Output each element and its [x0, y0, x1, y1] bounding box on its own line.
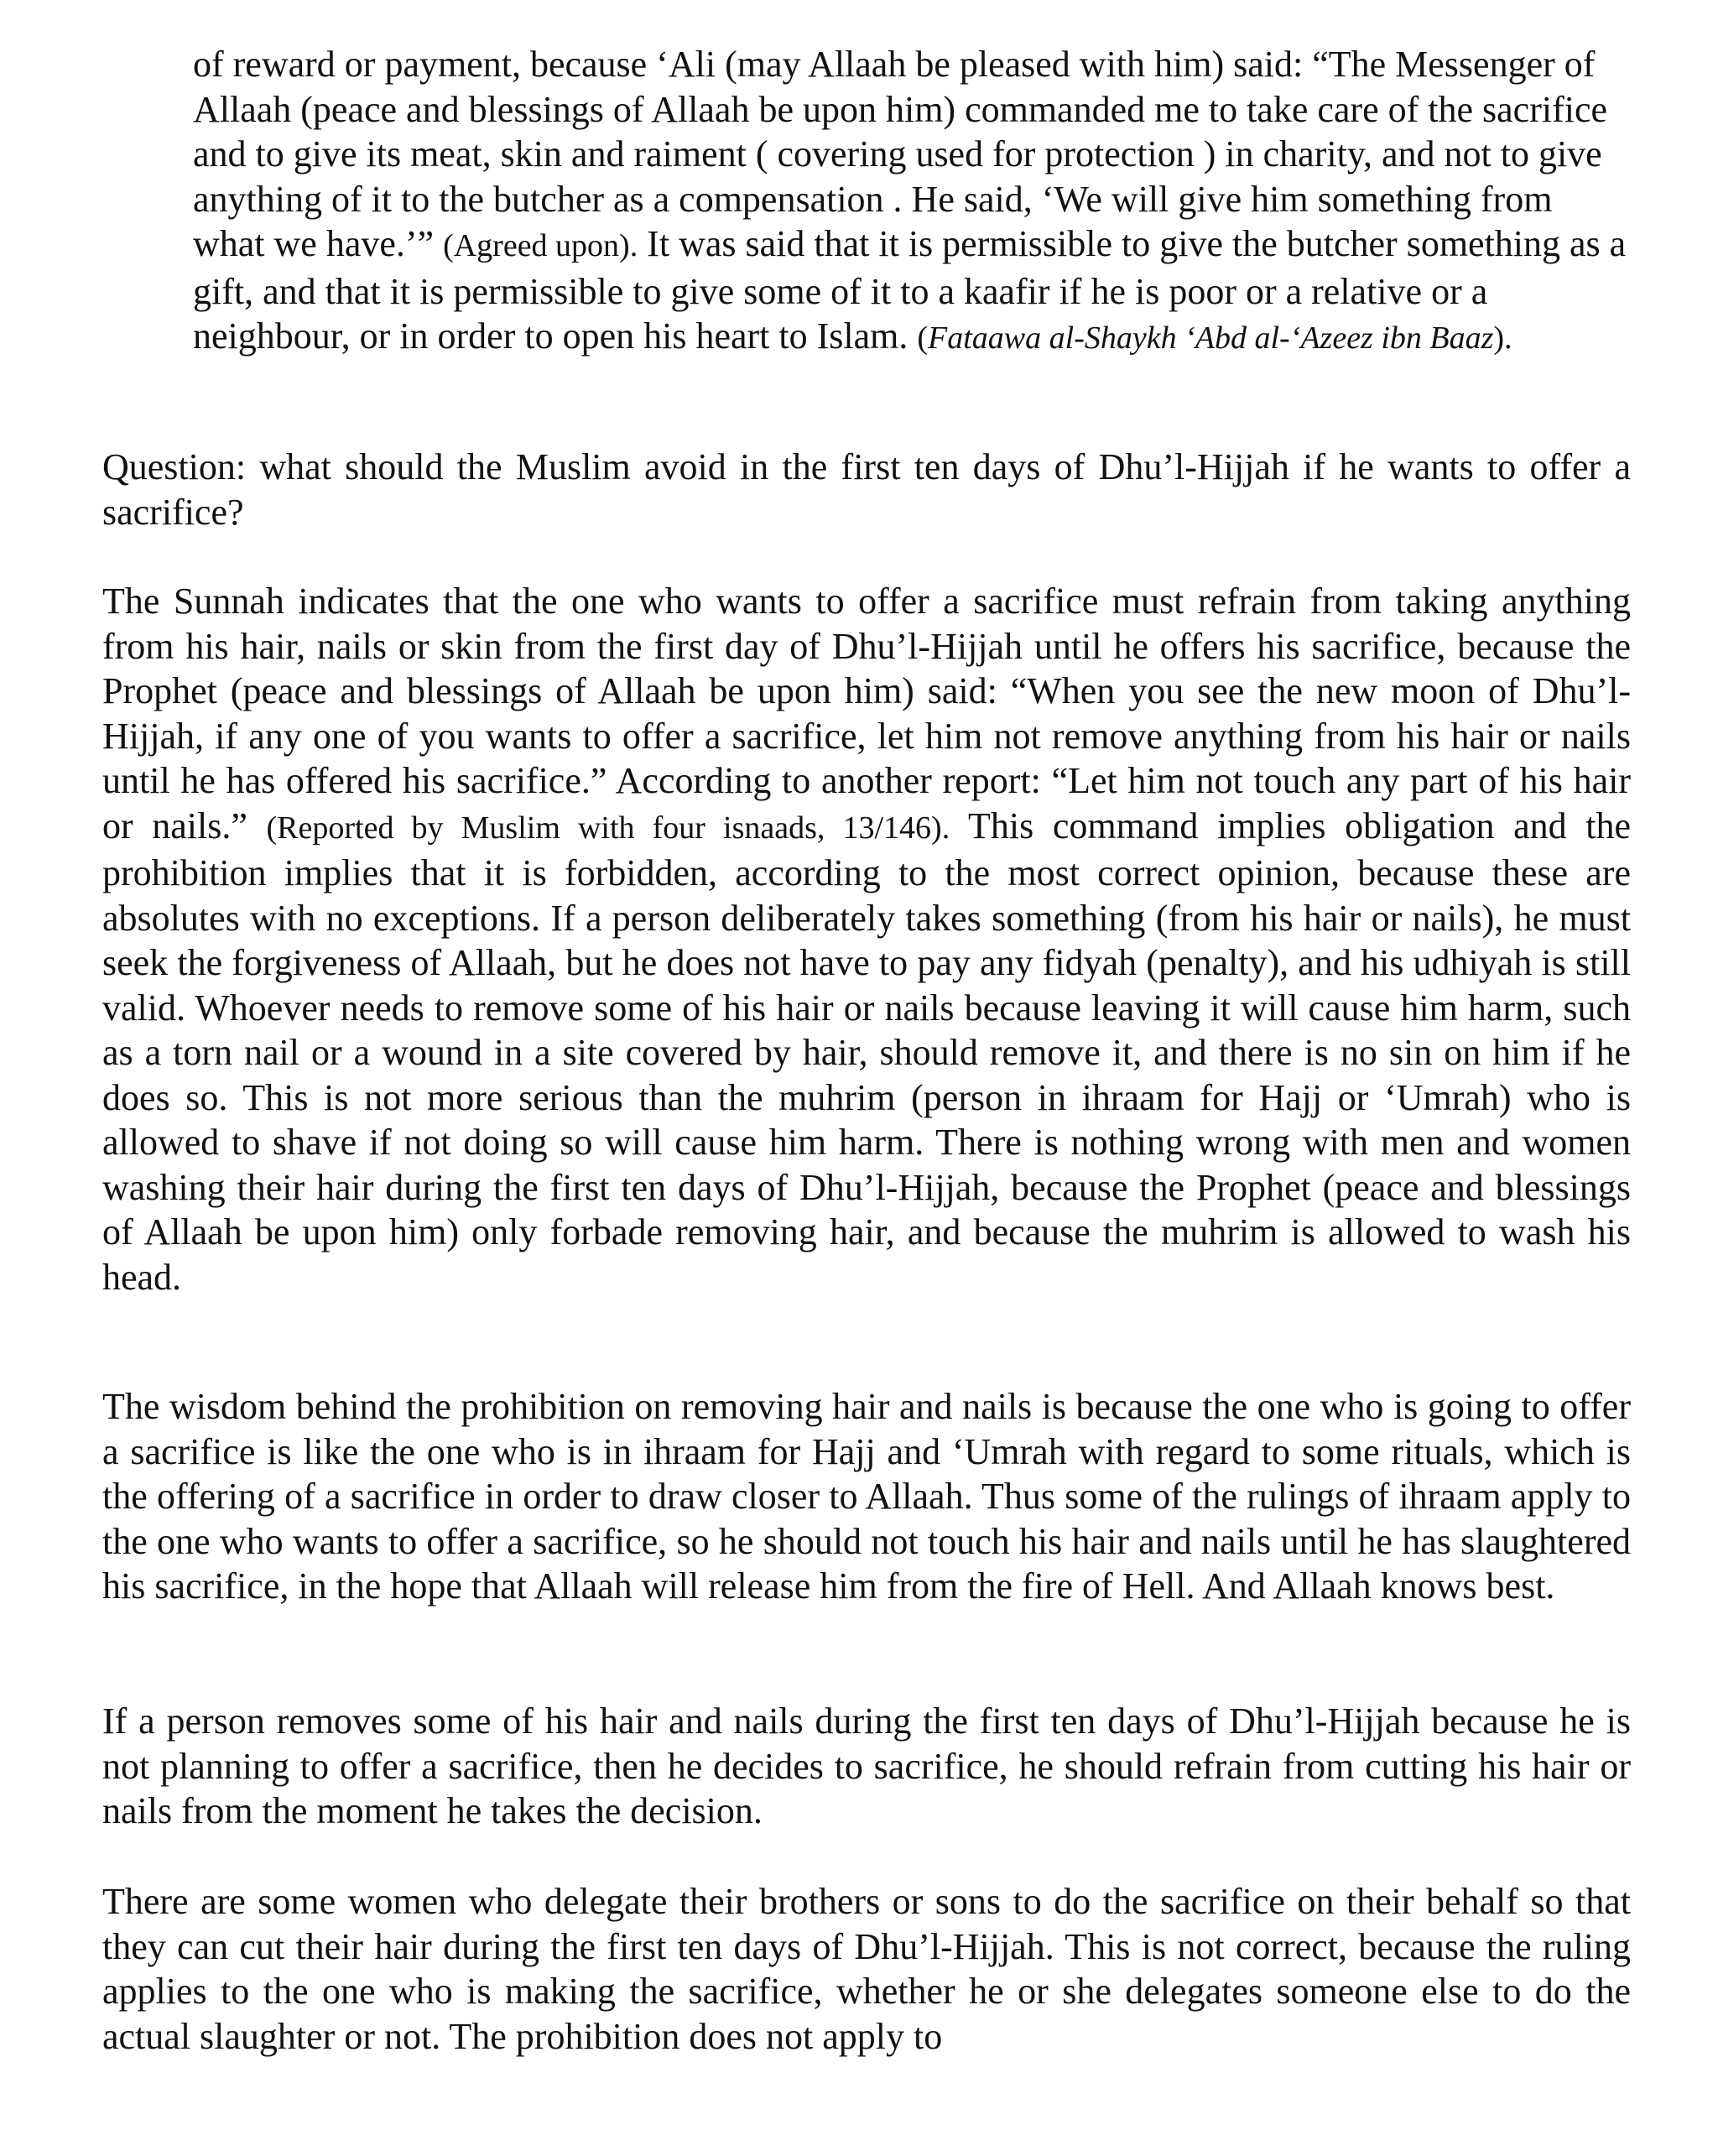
delegation-paragraph — [102, 1879, 1631, 2059]
question-text: Question: what should the Muslim avoid in the first ten days of Dhu’l-Hijjah if he wants to offer a sacrifice? — [102, 446, 1631, 533]
question-paragraph — [102, 445, 1631, 534]
paragraph-text: If a person removes some of his hair and nails during the first ten days of Dhu’l-Hijjah because he is not planning to offer a sacrifice, then he decides to sacrifice, he should refrain from cutting his hair or nails from the moment he takes the decision. — [102, 1700, 1631, 1831]
removal-paragraph — [102, 1699, 1631, 1834]
citation-open: ( — [917, 320, 929, 356]
citation: (Agreed upon). — [443, 228, 638, 263]
paragraph-text: This command implies obligation and the prohibition implies that it is forbidden, according to the most correct opinion, because these are absolutes with no exceptions. If a person deliberately takes something (from his hair or nails), he must seek the forgiveness of Allaah, but he does not have to pay any fidyah (penalty), and his udhiyah is still valid. Whoever needs to remove some of his hair or nails because leaving it will cause him harm, such as a torn nail or a wound in a site covered by hair, should remove it, and there is no sin on him if he does so. This is not more serious than the muhrim (person in ihraam for Hajj or ‘Umrah) who is allowed to shave if not doing so will cause him harm. There is nothing wrong with men and women washing their hair during the first ten days of Dhu’l-Hijjah, because the Prophet (peace and blessings of Allaah be upon him) only forbade removing hair, and because the muhrim is allowed to wash his head. — [102, 805, 1632, 1298]
wisdom-paragraph — [102, 1384, 1631, 1609]
citation-close: ). — [1493, 320, 1512, 356]
citation-title: Fataawa al-Shaykh ‘Abd al-‘Azeez ibn Baaz — [928, 320, 1494, 356]
citation: (Reported by Muslim with four isnaads, 13/146). — [266, 810, 950, 846]
paragraph-text: It was said that it is permissible to give the butcher something as a gift, and that it is permissible to give some of it to a kaafir if he is poor or a relative or a neighbour, or in order to open his heart to Islam. — [193, 223, 1627, 357]
answer-paragraph — [102, 579, 1631, 1299]
paragraph-text: There are some women who delegate their brothers or sons to do the sacrifice on their behalf so that they can cut their hair during the first ten days of Dhu’l-Hijjah. This is not correct, because the ruling applies to the one who is making the sacrifice, whether he or she delegates someone else to do the actual slaughter or not. The prohibition does not apply to — [102, 1881, 1631, 2057]
paragraph-continued — [193, 42, 1629, 362]
paragraph-text: The Sunnah indicates that the one who wants to offer a sacrifice must refrain from taking anything from his hair, nails or skin from the first day of Dhu’l-Hijjah until he offers his sacrifice, because the Prophet (peace and blessings of Allaah be upon him) said: “When you see the new moon of Dhu’l-Hijjah, if any one of you wants to offer a sacrifice, let him not remove anything from his hair or nails until he has offered his sacrifice.” According to another report: “Let him not touch any part of his hair or nails.” — [102, 581, 1631, 846]
paragraph-text: The wisdom behind the prohibition on removing hair and nails is because the one who is going to offer a sacrifice is like the one who is in ihraam for Hajj and ‘Umrah with regard to some rituals, which is the offering of a sacrifice in order to draw closer to Allaah. Thus some of the rulings of ihraam apply to the one who wants to offer a sacrifice, so he should not touch his hair and nails until he has slaughtered his sacrifice, in the hope that Allaah will release him from the fire of Hell. And Allaah knows best. — [102, 1386, 1631, 1607]
paragraph-text: of reward or payment, because ‘Ali (may Allaah be pleased with him) said: “The Messenger of Allaah (peace and blessings of Allaah be upon him) commanded me to take care of the sacrifice and to give its meat, skin and raiment ( covering used for protection ) in charity, and not to give anything of it to the butcher as a compensation . He said, ‘We will give him something from what we have.’” — [193, 44, 1608, 264]
